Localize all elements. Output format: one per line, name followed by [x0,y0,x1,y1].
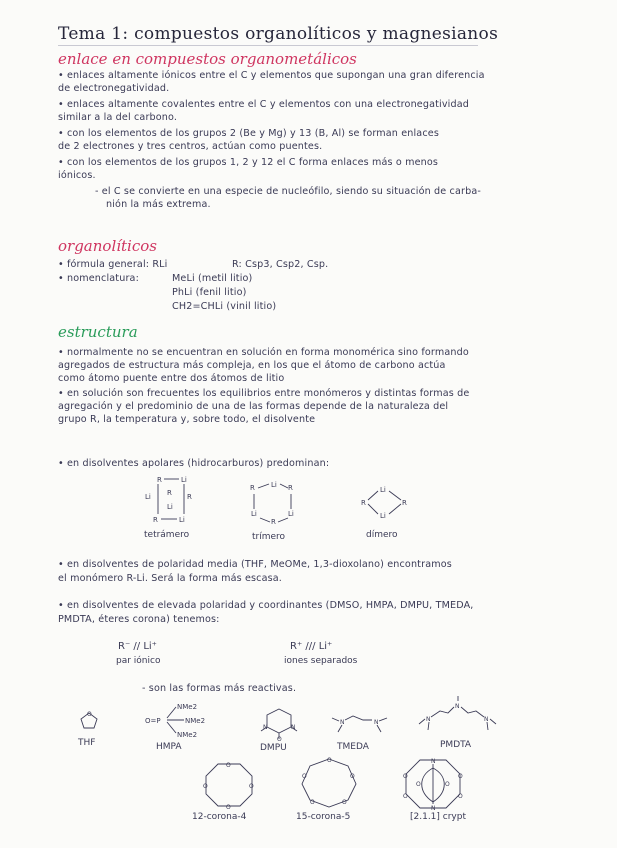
enlace-line-6: • con los elementos de los grupos 1, 2 y 12 el C forma enlaces más o menos [58,157,439,168]
elevada-line-1: PMDTA, éteres corona) tenemos: [58,614,220,625]
label-tetramero: tetrámero [144,530,190,540]
atom-label: O [87,711,92,718]
atom-label: O [403,793,408,800]
label-dmpu: DMPU [260,743,287,753]
name-phli: PhLi (fenil litio) [172,287,247,298]
atom-label: N [455,703,460,710]
ion-pair-formula: R⁻ // Li⁺ [118,641,157,652]
atom-label: N [431,805,436,812]
crown-12-4-structure [200,760,258,810]
atom-label: O [302,773,307,780]
label-hmpa: HMPA [156,742,182,752]
atom-label: O [458,773,463,780]
atom-label: O [226,804,231,811]
atom-label: R [187,493,192,501]
media-line-1: el monómero R-Li. Será la forma más escasa. [58,573,282,584]
hmpa-nme2: NMe2 [185,717,206,725]
atom-label: Li [380,512,386,520]
ion-separated-formula: R⁺ /// Li⁺ [290,641,333,652]
atom-label: N [374,719,379,726]
atom-label: O [445,781,450,788]
atom-label: N [431,758,436,765]
atom-label: O [458,793,463,800]
hmpa-nme2: NMe2 [177,731,198,739]
estructura-p2-line-2: grupo R, la temperatura y, sobre todo, el disolvente [58,414,316,425]
enlace-line-1: de electronegatividad. [58,83,170,94]
label-15-corona-5: 15-corona-5 [296,812,351,822]
dimer-structure [358,484,414,524]
hmpa-nme2: NMe2 [177,703,198,711]
atom-label: Li [380,486,386,494]
label-tmeda: TMEDA [337,742,369,752]
atom-label: R [157,476,162,484]
estructura-p1-line-1: agregados de estructura más compleja, en los que el átomo de carbono actúa [58,360,446,371]
enlace-line-3: similar a la del carbono. [58,112,178,123]
atom-label: O [203,783,208,790]
label-pmdta: PMDTA [440,740,472,750]
estructura-p2-line-1: agregación y el predominio de una de las formas depende de la naturaleza del [58,401,449,412]
enlace-line-0: • enlaces altamente iónicos entre el C y elementos que supongan una gran diferencia [58,70,485,81]
atom-label: O [350,773,355,780]
label-trimero: trímero [252,532,286,542]
estructura-p2-line-0: • en solución son frecuentes los equilibrios entre monómeros y distintas formas de [58,388,470,399]
heading-estructura: estructura [58,323,138,341]
atom-label: R [250,484,255,492]
ion-separated-label: iones separados [284,656,358,666]
label-cryptand: [2.1.1] crypt [410,812,466,822]
title-underline [58,45,478,46]
tetramer-structure [143,474,203,526]
nomenclatura-label: • nomenclatura: [58,273,139,284]
trimer-structure [248,480,304,528]
heading-organoliticos: organolíticos [58,237,157,255]
atom-label: Li [181,476,187,484]
atom-label: Li [271,481,277,489]
cryptand-211-structure [398,756,468,812]
atom-label: O [342,799,347,806]
atom-label: O [403,773,408,780]
atom-label: Li [288,510,294,518]
heading-enlace: enlace en compuestos organometálicos [58,50,357,68]
atom-label: O [327,757,332,764]
atom-label: O [310,799,315,806]
enlace-line-7: iónicos. [58,170,96,181]
atom-label: Li [251,510,257,518]
atom-label: R [271,518,276,526]
atom-label: N [291,724,296,731]
hmpa-op: O=P [145,717,161,725]
enlace-line-5: de 2 electrones y tres centros, actúan como puentes. [58,141,323,152]
atom-label: O [416,781,421,788]
atom-label: R [153,516,158,524]
label-12-corona-4: 12-corona-4 [192,812,247,822]
tmeda-structure [330,706,390,736]
atom-label: R [288,484,293,492]
page-title: Tema 1: compuestos organolíticos y magnesianos [58,24,499,44]
atom-label: N [426,716,431,723]
atom-label: Li [145,493,151,501]
atom-label: R [167,489,172,497]
elevada-line-0: • en disolventes de elevada polaridad y coordinantes (DMSO, HMPA, DMPU, TMEDA, [58,600,474,611]
atom-label: Li [167,503,173,511]
name-meli: MeLi (metil litio) [172,273,253,284]
atom-label: N [484,716,489,723]
atom-label: O [226,762,231,769]
crown-15-5-structure [298,756,360,810]
label-thf: THF [78,738,96,748]
atom-label: Li [179,516,185,524]
atom-label: O [277,736,282,743]
hmpa-structure [145,701,215,741]
enlace-line-9: nión la más extrema. [106,199,211,210]
formula-label: • fórmula general: RLi [58,259,168,270]
name-vinilli: CH2=CHLi (vinil litio) [172,301,277,312]
ion-pair-label: par iónico [116,656,161,666]
label-dimero: dímero [366,530,398,540]
estructura-p1-line-2: como átomo puente entre dos átomos de litio [58,373,285,384]
media-line-0: • en disolventes de polaridad media (THF, MeOMe, 1,3-dioxolano) encontramos [58,559,452,570]
formula-r: R: Csp3, Csp2, Csp. [232,259,329,270]
reactive-line: - son las formas más reactivas. [142,683,297,694]
pmdta-structure [418,699,498,733]
atom-label: R [402,499,407,507]
atom-label: R [361,499,366,507]
apolar-line: • en disolventes apolares (hidrocarburos) predominan: [58,458,330,469]
enlace-line-8: - el C se convierte en una especie de nucleófilo, siendo su situación de carba- [95,186,481,197]
atom-label: N [340,719,345,726]
atom-label: N [263,724,268,731]
thf-structure [78,710,100,732]
dmpu-structure [258,705,300,741]
enlace-line-2: • enlaces altamente covalentes entre el C y elementos con una electronegatividad [58,99,470,110]
estructura-p1-line-0: • normalmente no se encuentran en solución en forma monomérica sino formando [58,347,469,358]
atom-label: O [249,783,254,790]
enlace-line-4: • con los elementos de los grupos 2 (Be y Mg) y 13 (B, Al) se forman enlaces [58,128,439,139]
